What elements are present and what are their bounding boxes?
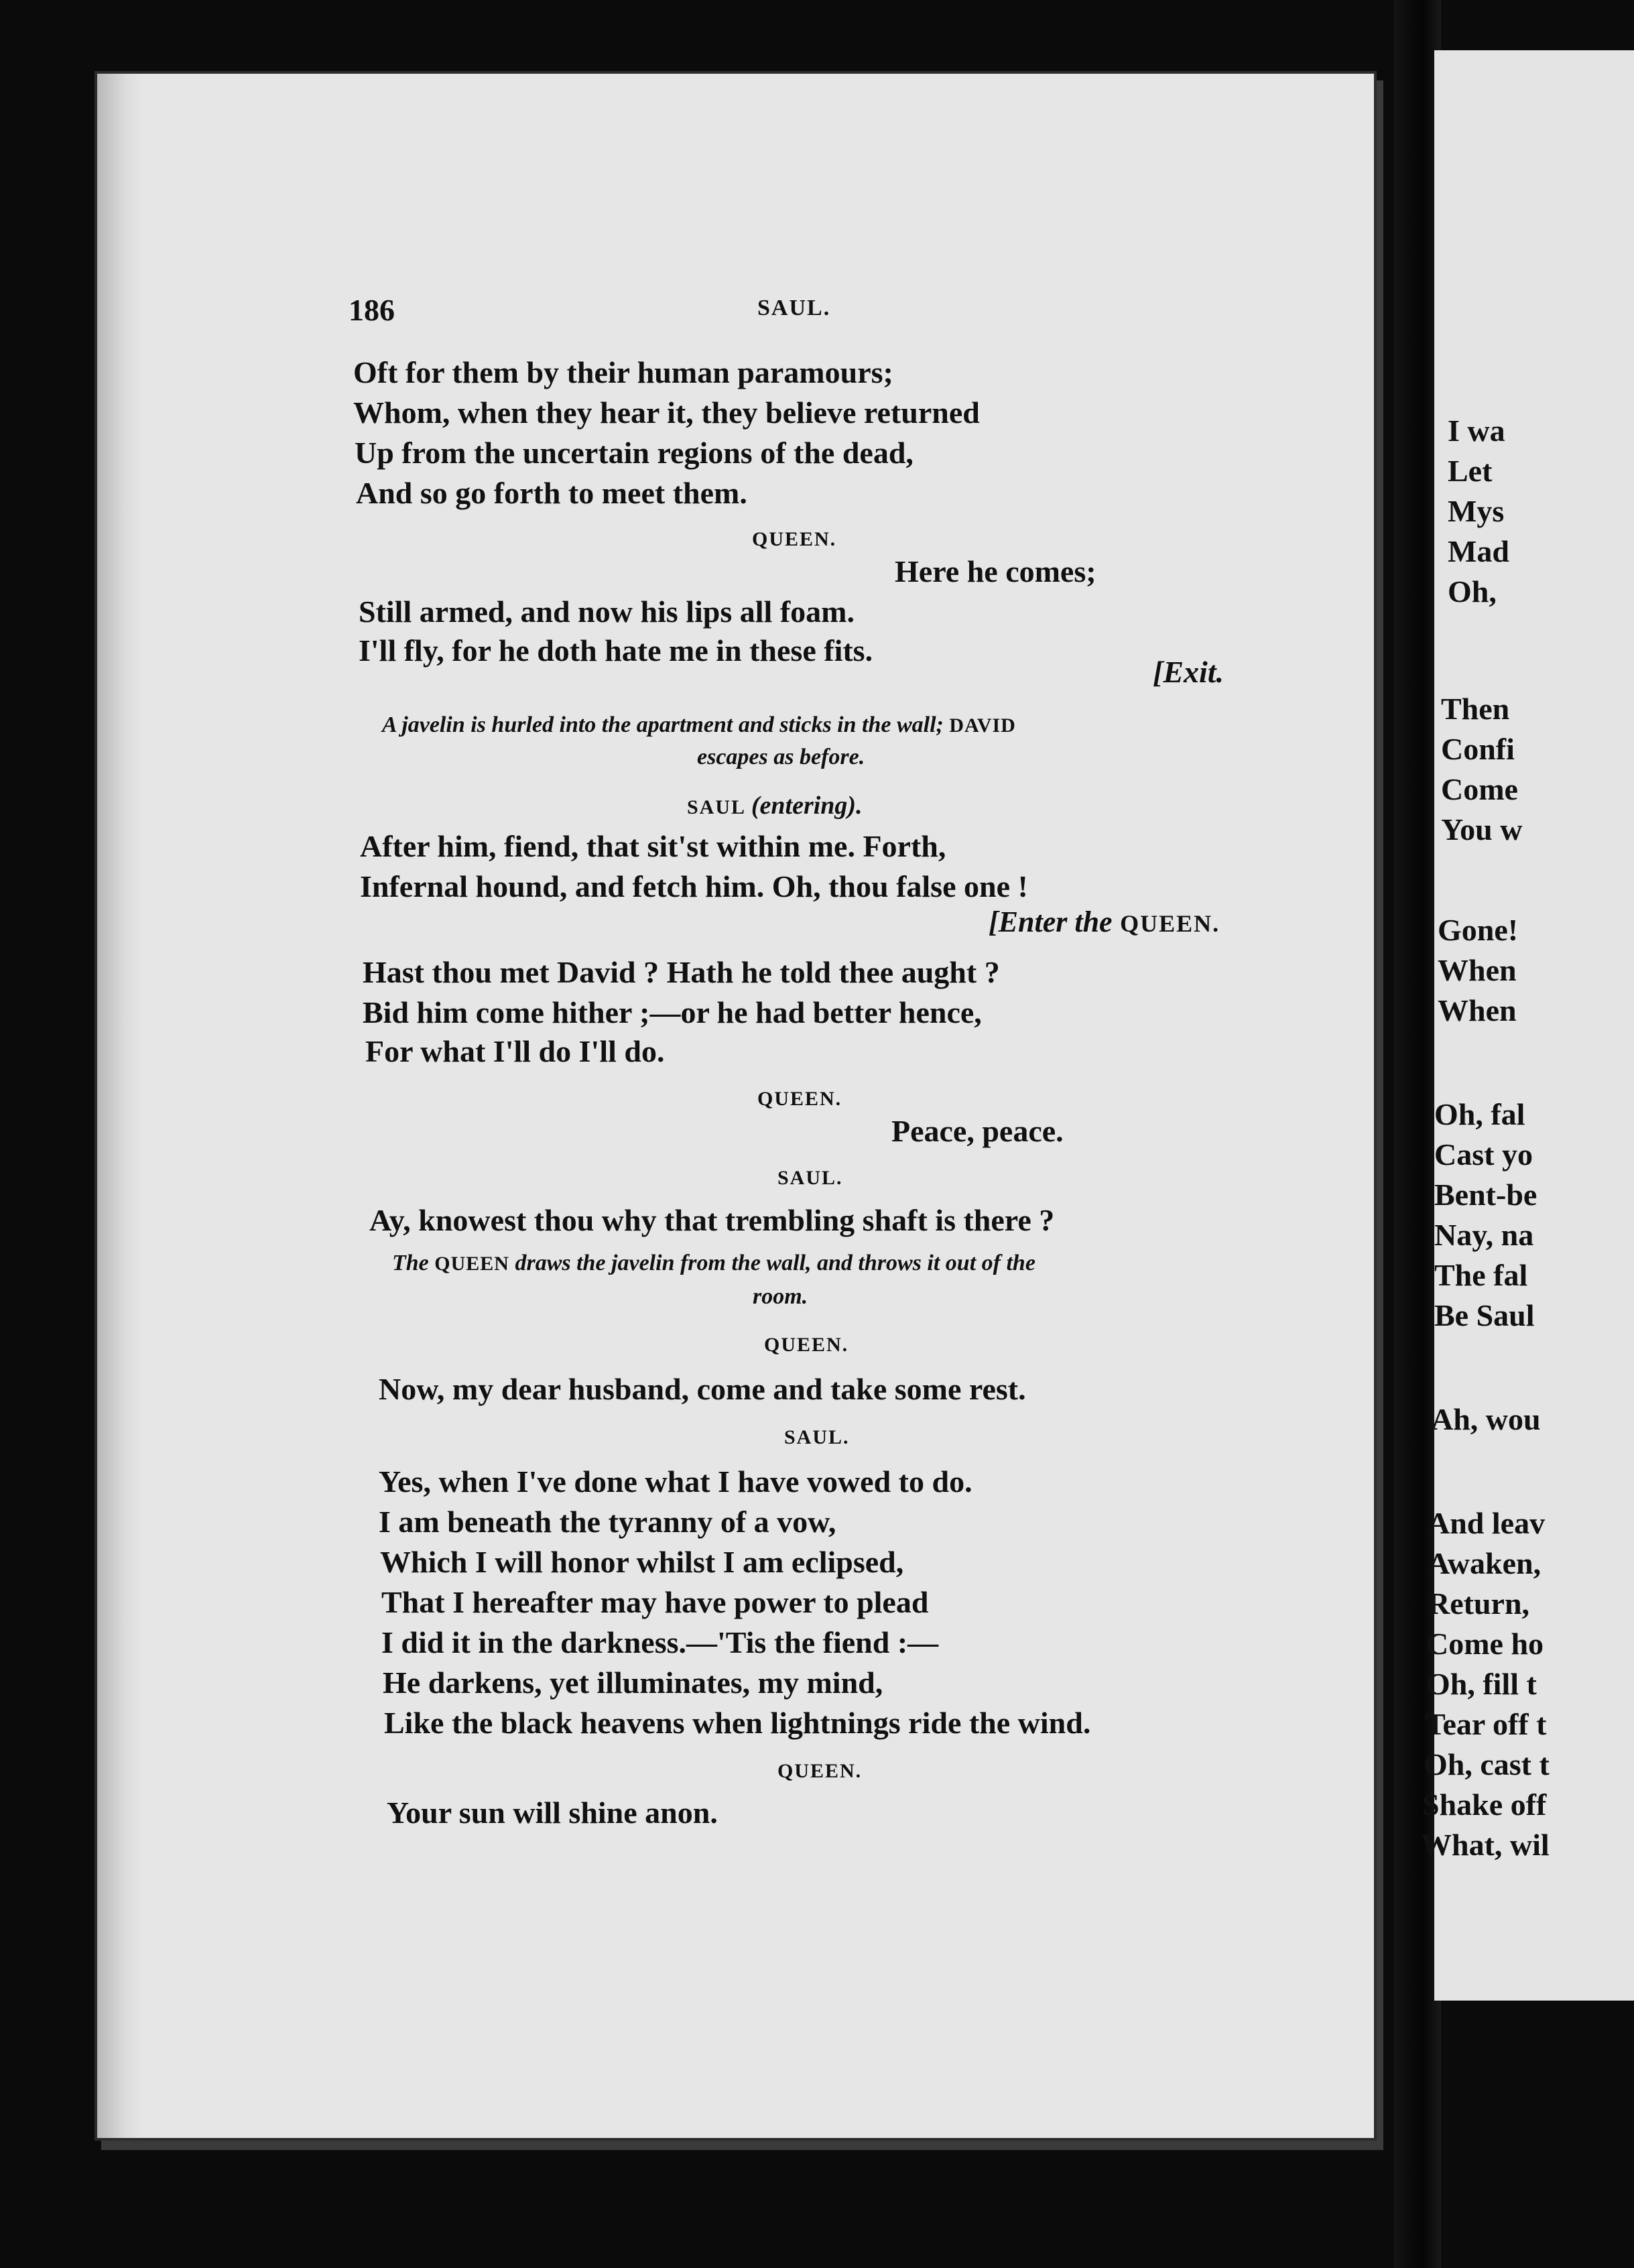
verse-fragment: Ah, wou: [1431, 1402, 1541, 1436]
verse-fragment: Oh, fill t: [1426, 1667, 1537, 1701]
verse-fragment: Cast yo: [1434, 1137, 1533, 1172]
verse-line: Yes, when I've done what I have vowed to do.: [379, 1464, 972, 1499]
verse-line: Which I will honor whilst I am eclipsed,: [380, 1545, 904, 1579]
verse-line: Now, my dear husband, come and take some rest.: [379, 1372, 1026, 1406]
verse-fragment: Awaken,: [1428, 1546, 1542, 1580]
verse-line: After him, fiend, that sit'st within me. Forth,: [360, 829, 946, 863]
verse-line: Oft for them by their human paramours;: [353, 355, 893, 389]
character-name: DAVID: [949, 714, 1016, 737]
verse-fragment: What, wil: [1421, 1828, 1550, 1862]
right-page-cropped: [1421, 50, 1634, 2001]
stage-direction-text: A javelin is hurled into the apartment and sticks in the wall;: [382, 712, 950, 737]
verse-line: Still armed, and now his lips all foam.: [359, 594, 855, 629]
verse-fragment: Be Saul: [1434, 1298, 1535, 1332]
speaker-saul-entering: [687, 793, 863, 818]
left-page: [97, 74, 1374, 2138]
verse-line: Here he comes;: [895, 554, 1096, 588]
verse-line: I am beneath the tyranny of a vow,: [379, 1505, 836, 1539]
verse-line: Like the black heavens when lightnings ride the wind.: [384, 1706, 1091, 1740]
stage-direction: [382, 714, 1016, 737]
verse-line: He darkens, yet illuminates, my mind,: [383, 1665, 883, 1700]
verse-line: Infernal hound, and fetch him. Oh, thou false one !: [360, 869, 1028, 903]
verse-fragment: I wa: [1448, 414, 1505, 448]
verse-fragment: Oh, cast t: [1424, 1747, 1550, 1781]
verse-line: Up from the uncertain regions of the dead,: [355, 436, 914, 470]
speaker-saul: SAUL.: [777, 1167, 843, 1189]
verse-line: I did it in the darkness.—'Tis the fiend :—: [381, 1625, 939, 1659]
speaker-name: SAUL: [687, 796, 745, 818]
speaker-queen: QUEEN.: [764, 1334, 849, 1356]
stage-direction: [392, 1252, 1035, 1275]
verse-fragment: You w: [1441, 812, 1523, 846]
stage-direction-text: The: [392, 1251, 429, 1275]
verse-fragment: Nay, na: [1434, 1218, 1534, 1252]
verse-line: Hast thou met David ? Hath he told thee aught ?: [363, 955, 1000, 989]
verse-fragment: Confi: [1441, 732, 1515, 766]
exit-direction: [Exit.: [1153, 655, 1224, 689]
running-head: SAUL.: [757, 296, 831, 320]
verse-line: For what I'll do I'll do.: [365, 1034, 665, 1068]
speaker-queen: QUEEN.: [777, 1760, 863, 1782]
speaker-note: (entering).: [751, 792, 863, 820]
verse-fragment: Mad: [1448, 534, 1509, 568]
verse-fragment: Return,: [1428, 1586, 1530, 1621]
character-name: QUEEN: [434, 1253, 509, 1275]
verse-fragment: When: [1438, 953, 1517, 987]
verse-line: Ay, knowest thou why that trembling shaft is there ?: [369, 1203, 1055, 1237]
verse-fragment: And leav: [1428, 1506, 1546, 1540]
enter-direction: [989, 906, 1220, 937]
verse-fragment: Come ho: [1426, 1627, 1544, 1661]
stage-direction-text: draws the javelin from the wall, and throws it out of the: [515, 1251, 1035, 1275]
verse-fragment: Bent-be: [1434, 1178, 1537, 1212]
verse-line: Your sun will shine anon.: [387, 1796, 718, 1830]
verse-line: And so go forth to meet them.: [356, 476, 747, 510]
verse-line: I'll fly, for he doth hate me in these fits.: [359, 633, 873, 668]
verse-fragment: The fal: [1434, 1258, 1528, 1292]
verse-fragment: Shake off: [1422, 1787, 1547, 1822]
verse-line: Bid him come hither ;—or he had better hence,: [363, 995, 982, 1029]
enter-direction-text: [Enter the: [989, 905, 1113, 938]
speaker-queen: QUEEN.: [757, 1088, 842, 1110]
verse-fragment: Then: [1441, 692, 1510, 726]
verse-fragment: Tear off t: [1425, 1707, 1547, 1741]
verse-fragment: Come: [1441, 772, 1518, 806]
verse-line: Peace, peace.: [891, 1114, 1064, 1148]
verse-fragment: Oh,: [1448, 574, 1497, 609]
verse-fragment: Let: [1448, 454, 1493, 488]
stage-direction: room.: [753, 1284, 808, 1309]
stage-direction: escapes as before.: [697, 745, 865, 769]
verse-fragment: When: [1438, 993, 1517, 1027]
verse-fragment: Mys: [1448, 494, 1505, 528]
verse-fragment: Oh, fal: [1434, 1097, 1525, 1131]
verse-fragment: Gone!: [1438, 913, 1519, 947]
page-number: 186: [349, 293, 395, 327]
verse-line: Whom, when they hear it, they believe returned: [353, 395, 980, 430]
verse-line: That I hereafter may have power to plead: [381, 1585, 929, 1619]
character-name: QUEEN.: [1120, 910, 1220, 937]
page-edge-shadow: [97, 74, 144, 2138]
speaker-queen: QUEEN.: [752, 528, 837, 550]
speaker-saul: SAUL.: [784, 1426, 850, 1448]
